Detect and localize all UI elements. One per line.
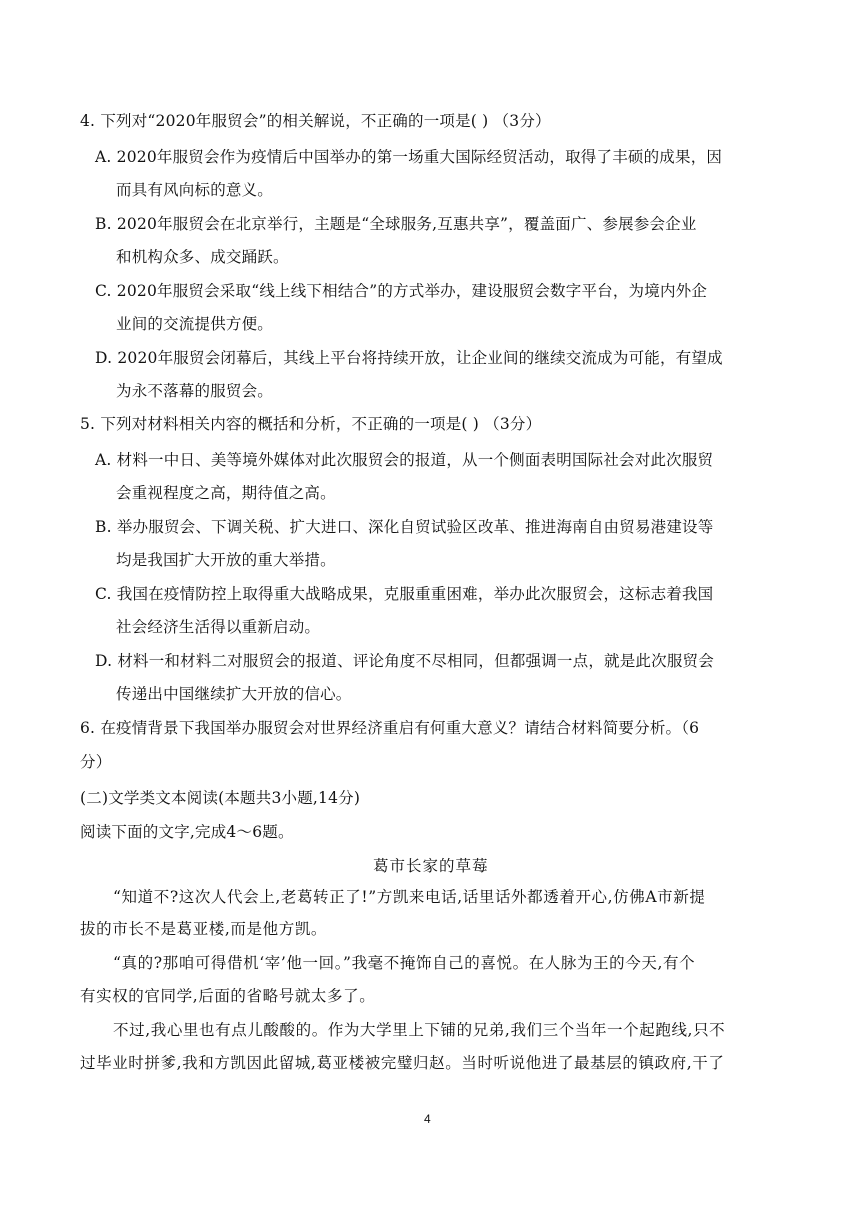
q4-option-d-line1: D. 2020年服贸会闭幕后，其线上平台将持续开放，让企业间的继续交流成为可能，有望成: [95, 349, 723, 367]
story-paragraph-3-line1: 不过,我心里也有点儿酸酸的。作为大学里上下铺的兄弟,我们三个当年一个起跑线,只不: [113, 1021, 726, 1039]
story-paragraph-3-line2: 过毕业时拼爹,我和方凯因此留城,葛亚楼被完璧归赵。当时听说他进了最基层的镇政府,干了: [80, 1054, 725, 1072]
q4-option-a-line1: A. 2020年服贸会作为疫情后中国举办的第一场重大国际经贸活动，取得了丰硕的成果，因: [95, 148, 723, 166]
q4-option-b-line1: B. 2020年服贸会在北京举行，主题是“全球服务,互惠共享”，覆盖面广、参展参会企业: [95, 215, 697, 233]
story-paragraph-1-line1: “知道不?这次人代会上,老葛转正了!”方凯来电话,话里话外都透着开心,仿佛A市新提: [113, 888, 706, 906]
q5-option-a-line2: 会重视程度之高，期待值之高。: [116, 484, 336, 502]
section-heading: (二)文学类文本阅读(本题共3小题,14分): [80, 789, 361, 807]
story-title: 葛市长家的草莓: [373, 857, 489, 875]
q4-option-c-line1: C. 2020年服贸会采取“线上线下相结合”的方式举办，建设服贸会数字平台，为境内外企: [95, 282, 708, 300]
q5-option-a-line1: A. 材料一中日、美等境外媒体对此次服贸会的报道，从一个侧面表明国际社会对此次服贸: [95, 451, 714, 469]
story-paragraph-2-line2: 有实权的官同学,后面的省略号就太多了。: [80, 987, 376, 1005]
q4-option-a-line2: 而具有风向标的意义。: [116, 181, 274, 199]
q4-option-d-line2: 为永不落幕的服贸会。: [116, 382, 274, 400]
story-paragraph-2-line1: “真的?那咱可得借机‘宰’他一回。”我毫不掩饰自己的喜悦。在人脉为王的今天,有个: [113, 954, 696, 972]
q4-option-b-line2: 和机构众多、成交踊跃。: [116, 248, 289, 266]
page-number: 4: [424, 1112, 431, 1126]
story-paragraph-1-line2: 拔的市长不是葛亚楼,而是他方凯。: [80, 920, 328, 938]
q5-option-b-line2: 均是我国扩大开放的重大举措。: [116, 551, 336, 569]
q5-option-d-line2: 传递出中国继续扩大开放的信心。: [116, 685, 352, 703]
q5-option-c-line1: C. 我国在疫情防控上取得重大战略成果，克服重重困难，举办此次服贸会，这标志着我国: [95, 585, 714, 603]
q5-option-b-line1: B. 举办服贸会、下调关税、扩大进口、深化自贸试验区改革、推进海南自由贸易港建设等: [95, 518, 714, 536]
section-instruction: 阅读下面的文字,完成4～6题。: [80, 823, 294, 841]
q6-stem-line1: 6. 在疫情背景下我国举办服贸会对世界经济重启有何重大意义？请结合材料简要分析。（6: [80, 719, 700, 737]
q4-option-c-line2: 业间的交流提供方便。: [116, 315, 274, 333]
q4-stem: 4. 下列对“2020年服贸会”的相关解说，不正确的一项是( ) （3分）: [80, 112, 551, 130]
q5-option-d-line1: D. 材料一和材料二对服贸会的报道、评论角度不尽相同，但都强调一点，就是此次服贸会: [95, 652, 714, 670]
q5-stem: 5. 下列对材料相关内容的概括和分析，不正确的一项是( ) （3分）: [80, 415, 542, 433]
q5-option-c-line2: 社会经济生活得以重新启动。: [116, 618, 321, 636]
q6-stem-line2: 分）: [80, 753, 112, 771]
